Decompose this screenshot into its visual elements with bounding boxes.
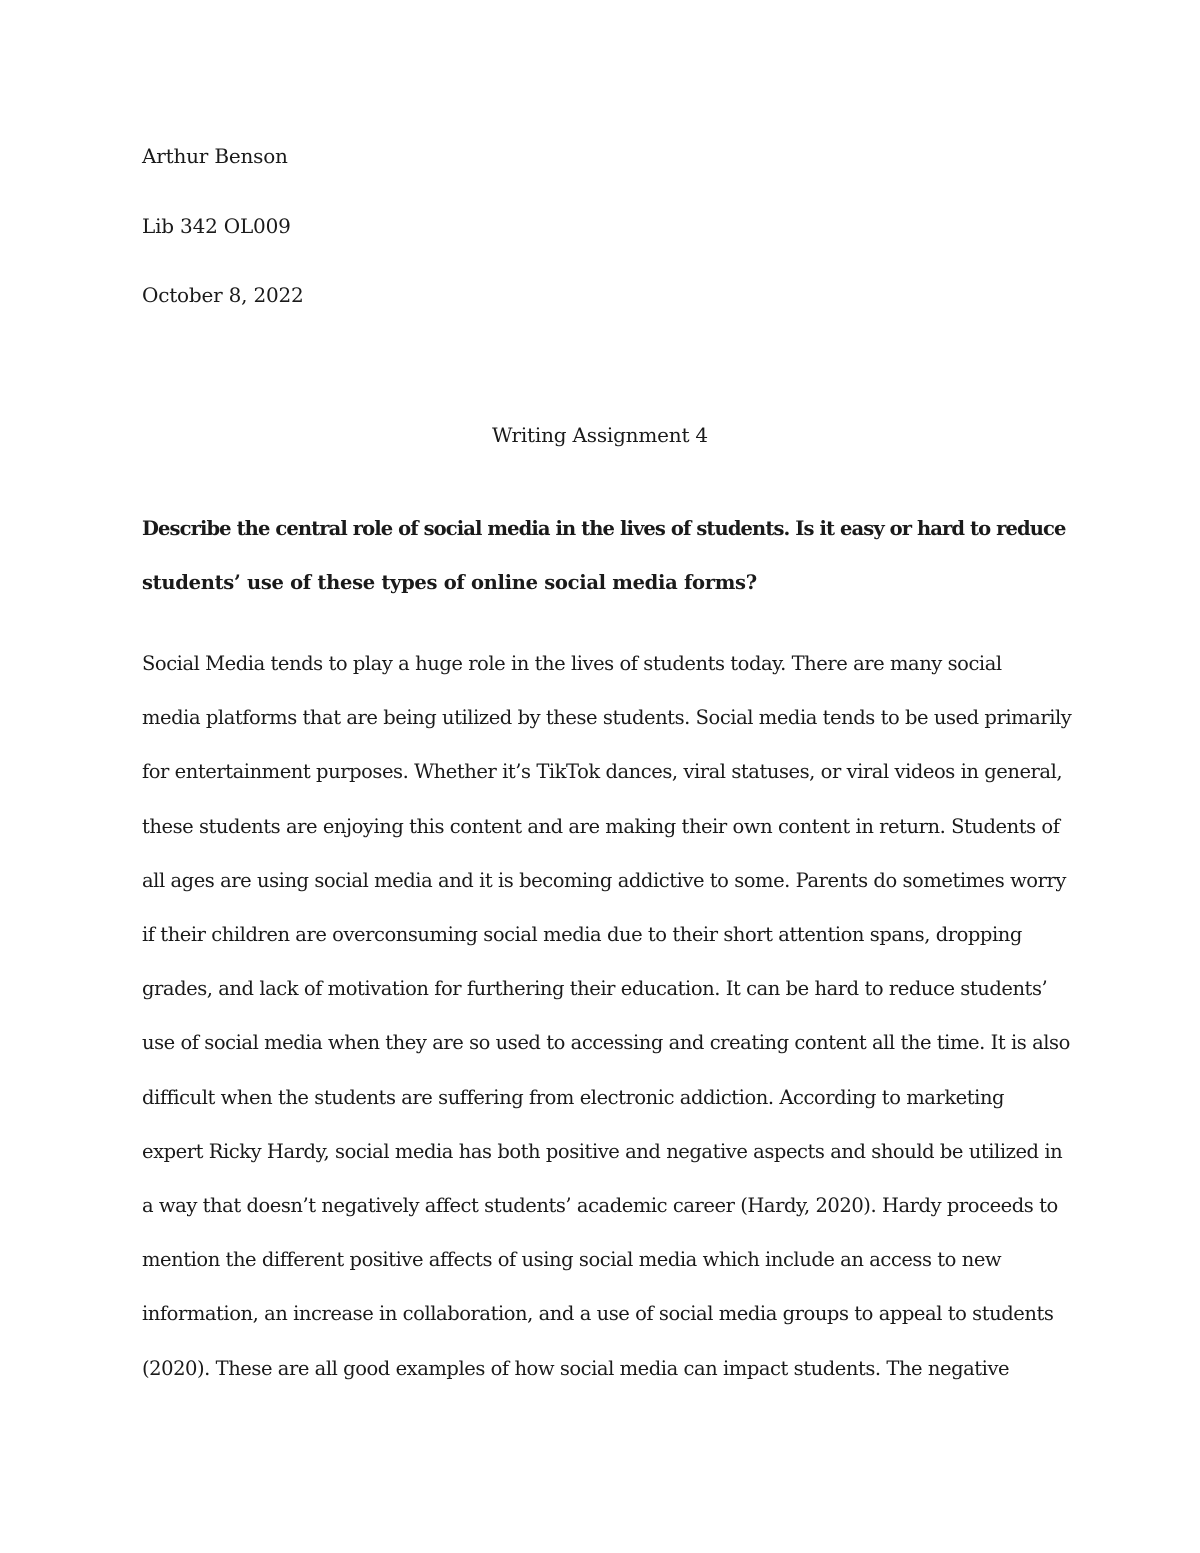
document-title: Writing Assignment 4 xyxy=(492,423,708,447)
body-line: expert Ricky Hardy, social media has both positive and negative aspects and should be utilized in xyxy=(142,1139,1063,1163)
body-line: these students are enjoying this content and are making their own content in return. Students of xyxy=(142,814,1060,838)
question-line: students’ use of these types of online social media forms? xyxy=(142,571,757,594)
body-line: a way that doesn’t negatively affect students’ academic career (Hardy, 2020). Hardy proceeds to xyxy=(142,1194,1058,1218)
body-line: grades, and lack of motivation for furthering their education. It can be hard to reduce students’ xyxy=(142,977,1048,1001)
essay-body xyxy=(142,637,1072,1396)
body-line: (2020). These are all good examples of how social media can impact students. The negative xyxy=(142,1356,1010,1380)
author-name: Arthur Benson xyxy=(142,144,288,168)
assignment-question xyxy=(142,502,1072,610)
body-line: use of social media when they are so used to accessing and creating content all the time. It is also xyxy=(142,1031,1070,1055)
body-line: media platforms that are being utilized by these students. Social media tends to be used primarily xyxy=(142,706,1072,730)
document-date: October 8, 2022 xyxy=(142,283,304,307)
course-code: Lib 342 OL009 xyxy=(142,214,291,238)
body-line: information, an increase in collaboration, and a use of social media groups to appeal to students xyxy=(142,1302,1054,1326)
body-line: difficult when the students are suffering from electronic addiction. According to marketing xyxy=(142,1085,1005,1109)
body-line: Social Media tends to play a huge role in the lives of students today. There are many social xyxy=(142,652,1002,675)
body-line: mention the different positive affects of using social media which include an access to new xyxy=(142,1248,1002,1272)
body-line: all ages are using social media and it is becoming addictive to some. Parents do sometimes worry xyxy=(142,868,1066,892)
body-line: for entertainment purposes. Whether it’s TikTok dances, viral statuses, or viral videos in general, xyxy=(142,760,1063,784)
question-line: Describe the central role of social media in the lives of students. Is it easy or hard to reduce xyxy=(142,517,1066,540)
body-line: if their children are overconsuming social media due to their short attention spans, dropping xyxy=(142,923,1022,947)
